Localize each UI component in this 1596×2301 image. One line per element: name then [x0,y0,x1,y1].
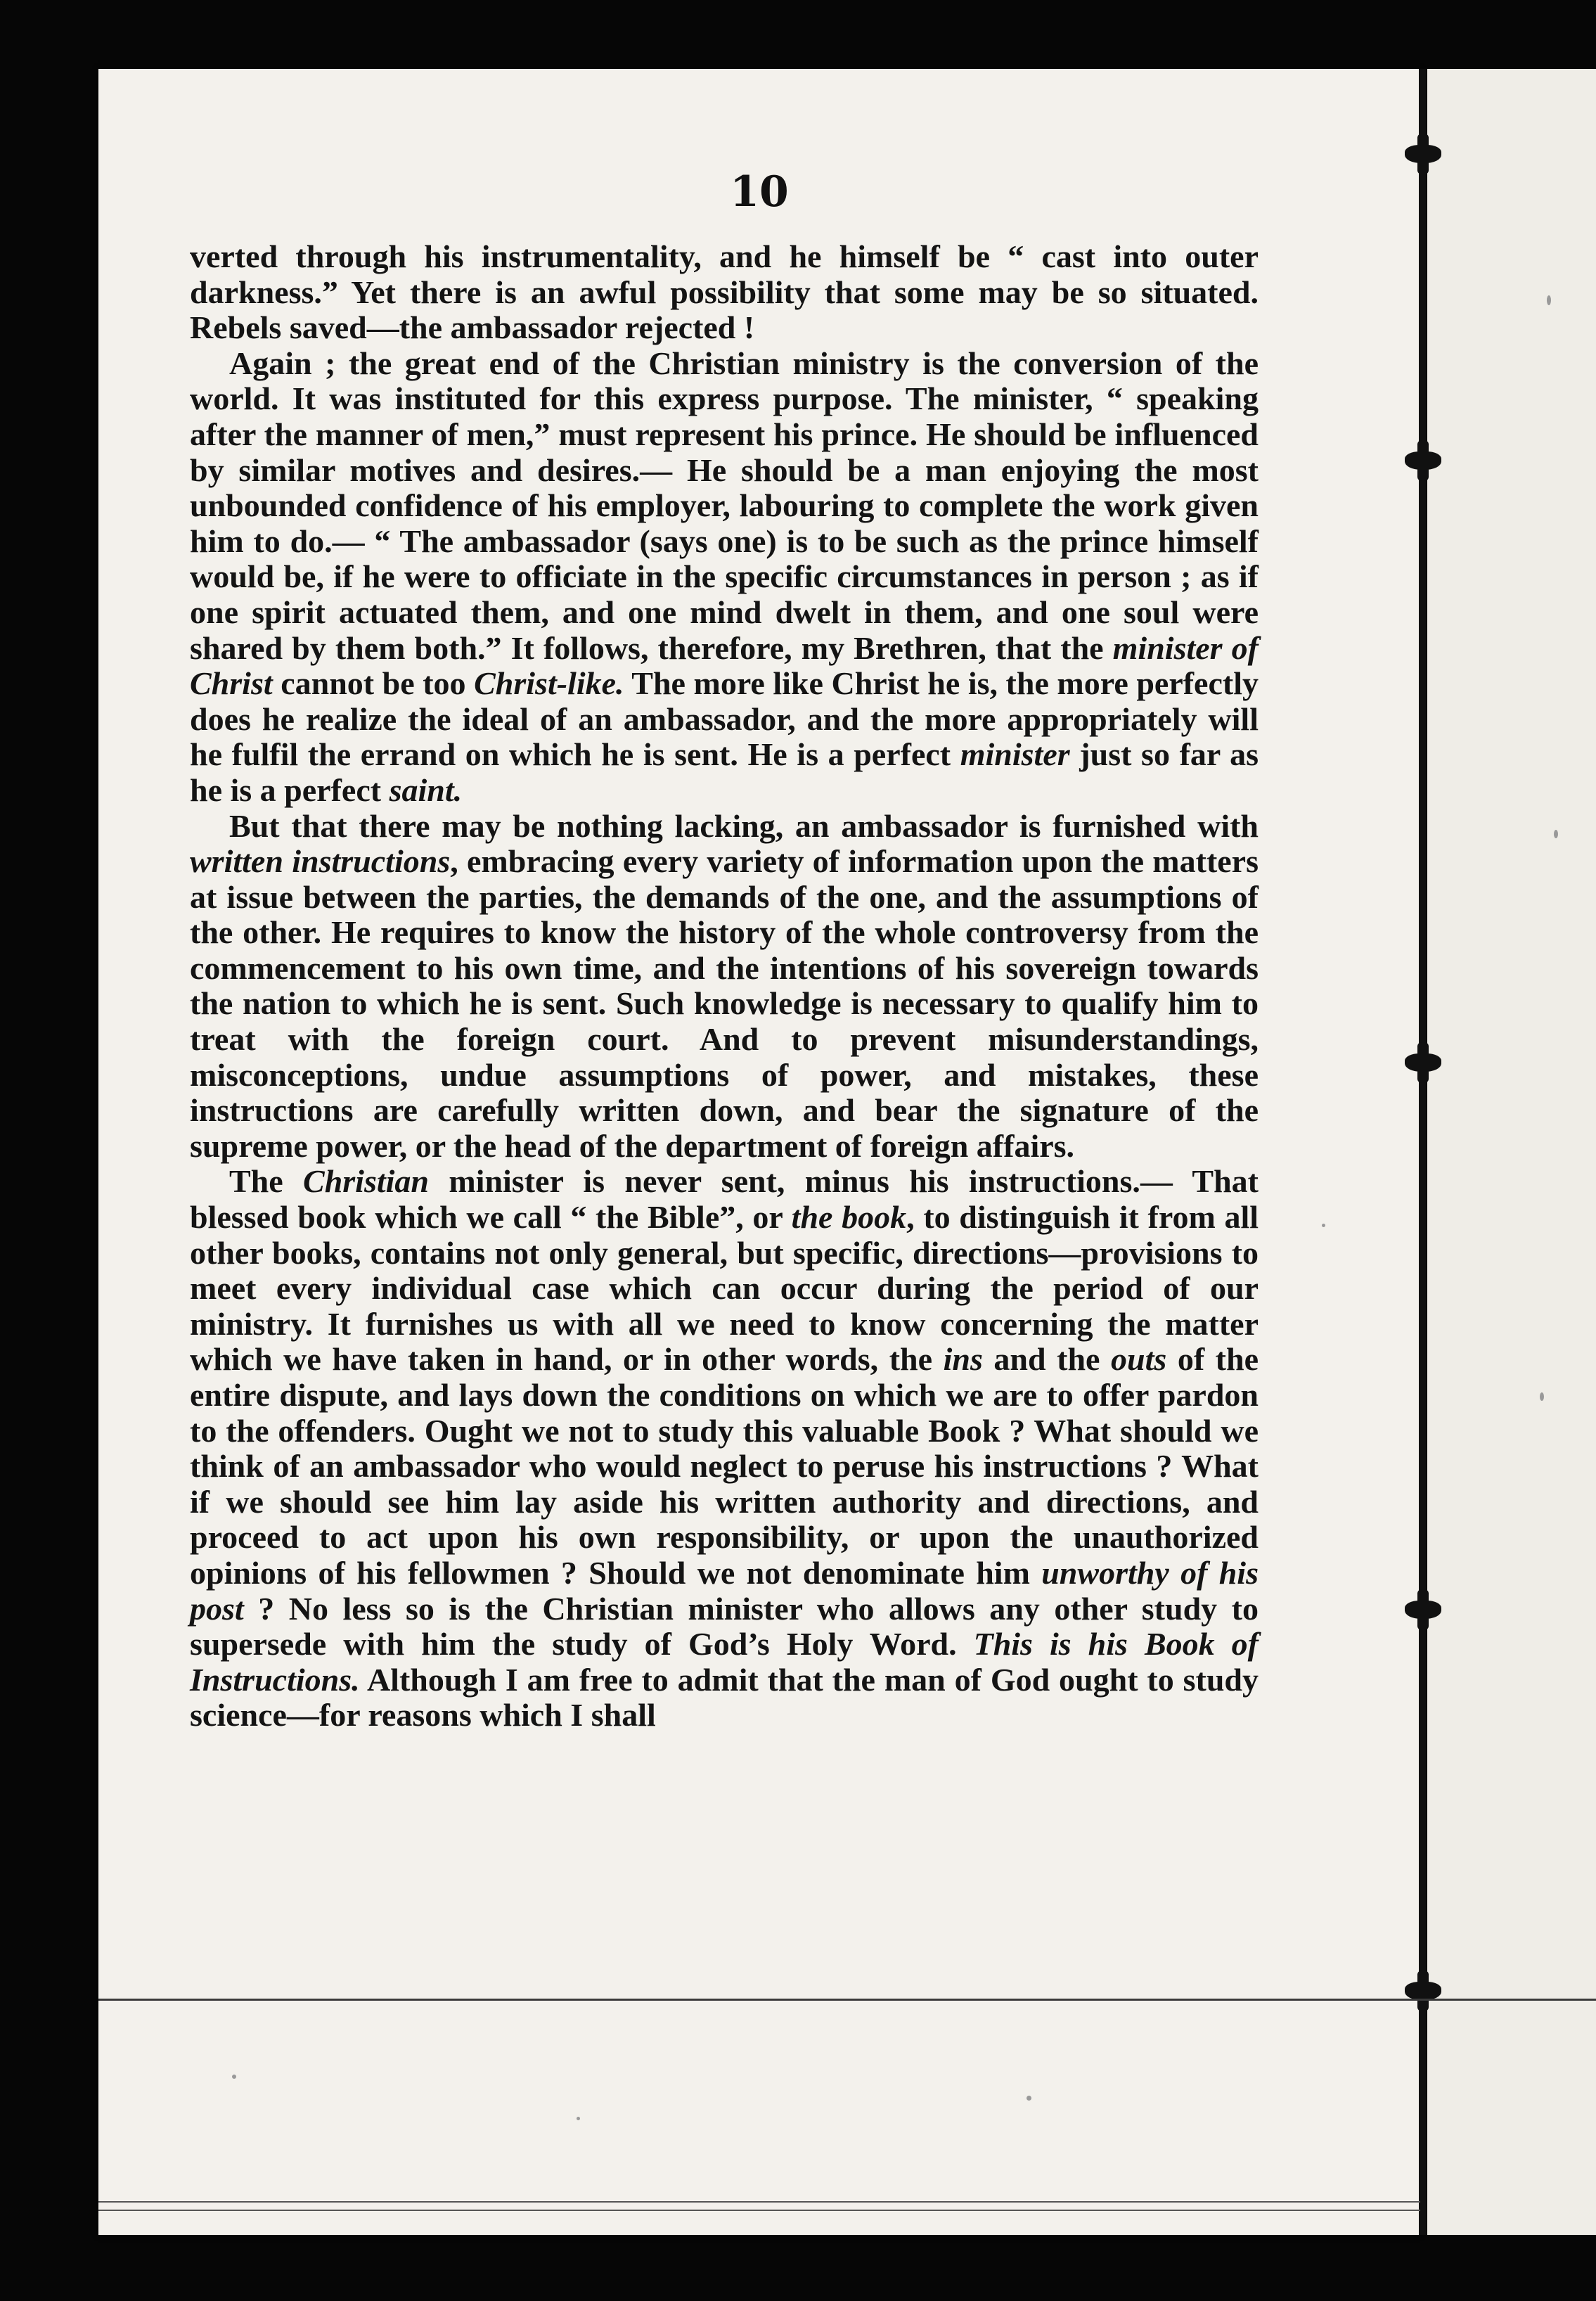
paper-speck [1540,1392,1544,1401]
italic-text: Christian [303,1163,430,1200]
body-text [190,239,1259,1733]
paragraph [190,346,1259,809]
paper-edge-rule [98,2210,1420,2211]
italic-text: unworthy of his post [190,1554,1259,1627]
text-run: cannot be too [272,665,475,702]
italic-text: written instructions [190,843,451,880]
paper-speck [232,2075,236,2079]
page-bottom-rule [98,1999,1596,2001]
paragraph [190,1164,1259,1733]
italic-text: minister of Christ [190,629,1259,702]
text-run: and the [982,1341,1111,1378]
text-run: , to distinguish it from all other books, contains not only general, but specific, directions—provisions to meet every individual case which can occur during the period of our ministry. It furnishes us with all we need to know concerning the matter which we have taken in hand, or in other words, the [190,1199,1259,1378]
italic-text: the book [791,1199,907,1236]
paragraph [190,239,1259,346]
text-run: ? No less so is the Christian minister who allows any other study to supersede with him the study of God’s Holy Word. [190,1590,1259,1662]
page-number: 10 [730,167,789,217]
text-run: verted through his instrumentality, and he himself be “ cast into outer darkness.” Yet there is an awful possibility that some may be so situated. Rebels saved—the ambassador rejected ! [190,238,1259,346]
paper-edge-rule [98,2201,1420,2203]
text-run: , embracing every variety of information upon the matters at issue between the parties, the demands of the one, and the assumptions of the other. He requires to know the history of the whole controversy from the commencement to his own time, and the intentions of his sovereign towards the nation to which he is sent. Such knowledge is necessary to qualify him to treat with the foreign court. And to prevent misunderstandings, misconceptions, undue assumptions of power, and mistakes, these instructions are carefully written down, and bear the signature of the supreme power, or the head of the department of foreign affairs. [190,843,1259,1164]
italic-text: saint. [389,771,463,808]
binding-spine [1419,69,1426,2235]
facing-page-edge [1427,69,1596,2235]
paragraph [190,809,1259,1165]
italic-text: ins [943,1341,983,1378]
text-run: Again ; the great end of the Christian ministry is the conversion of the world. It was instituted for this express purpose. The minister, “ speaking after the manner of men,” must represent his prince. He should be influenced by similar motives and desires.— He should be a man enjoying the most unbounded confidence of his employer, labouring to complete the work given him to do.— “ The ambassador (says one) is to be such as the prince himself would be, if he were to officiate in the specific circumstances in person ; as if one spirit actuated them, and one mind dwelt in them, and one soul were shared by them both.” It follows, therefore, my Brethren, that the [190,345,1259,666]
binding-stitch [1405,1601,1441,1619]
text-run: of the entire dispute, and lays down the conditions on which we are to offer pardon to the offenders. Ought we not to study this valuable Book ? What should we think of an ambassador who would neglect to peruse his instructions ? What if we should see him lay aside his written authority and directions, and proceed to act upon his own responsibility, or upon the unauthorized opinions of his fellowmen ? Should we not denominate him [190,1341,1259,1591]
italic-text: outs [1111,1341,1167,1378]
binding-stitch [1405,1982,1441,2000]
binding-stitch [1405,1053,1441,1072]
text-run: just so far as he is a perfect [190,736,1259,808]
binding-stitch [1405,451,1441,470]
italic-text: minister [960,736,1070,773]
text-run: Although I am free to admit that the man of God ought to study science—for reasons which I shall [190,1661,1259,1733]
binding-stitch [1405,145,1441,163]
paper-speck [1322,1224,1325,1227]
paper-speck [1554,830,1558,838]
text-run: The more like Christ he is, the more perfectly does he realize the ideal of an ambassador, and the more appropriately will he fulfil the errand on which he is sent. He is a perfect [190,665,1259,773]
paper-speck [577,2117,580,2120]
italic-text: Christ-like. [474,665,624,702]
text-run: But that there may be nothing lacking, an ambassador is furnished with [229,807,1259,844]
paper-speck [1027,2096,1031,2101]
italic-text: This is his Book of Instructions. [190,1626,1259,1698]
paper-speck [1547,295,1551,305]
text-run: minister is never sent, minus his instructions.— That blessed book which we call “ the Bible”, or [190,1163,1259,1236]
text-run: The [229,1163,304,1200]
